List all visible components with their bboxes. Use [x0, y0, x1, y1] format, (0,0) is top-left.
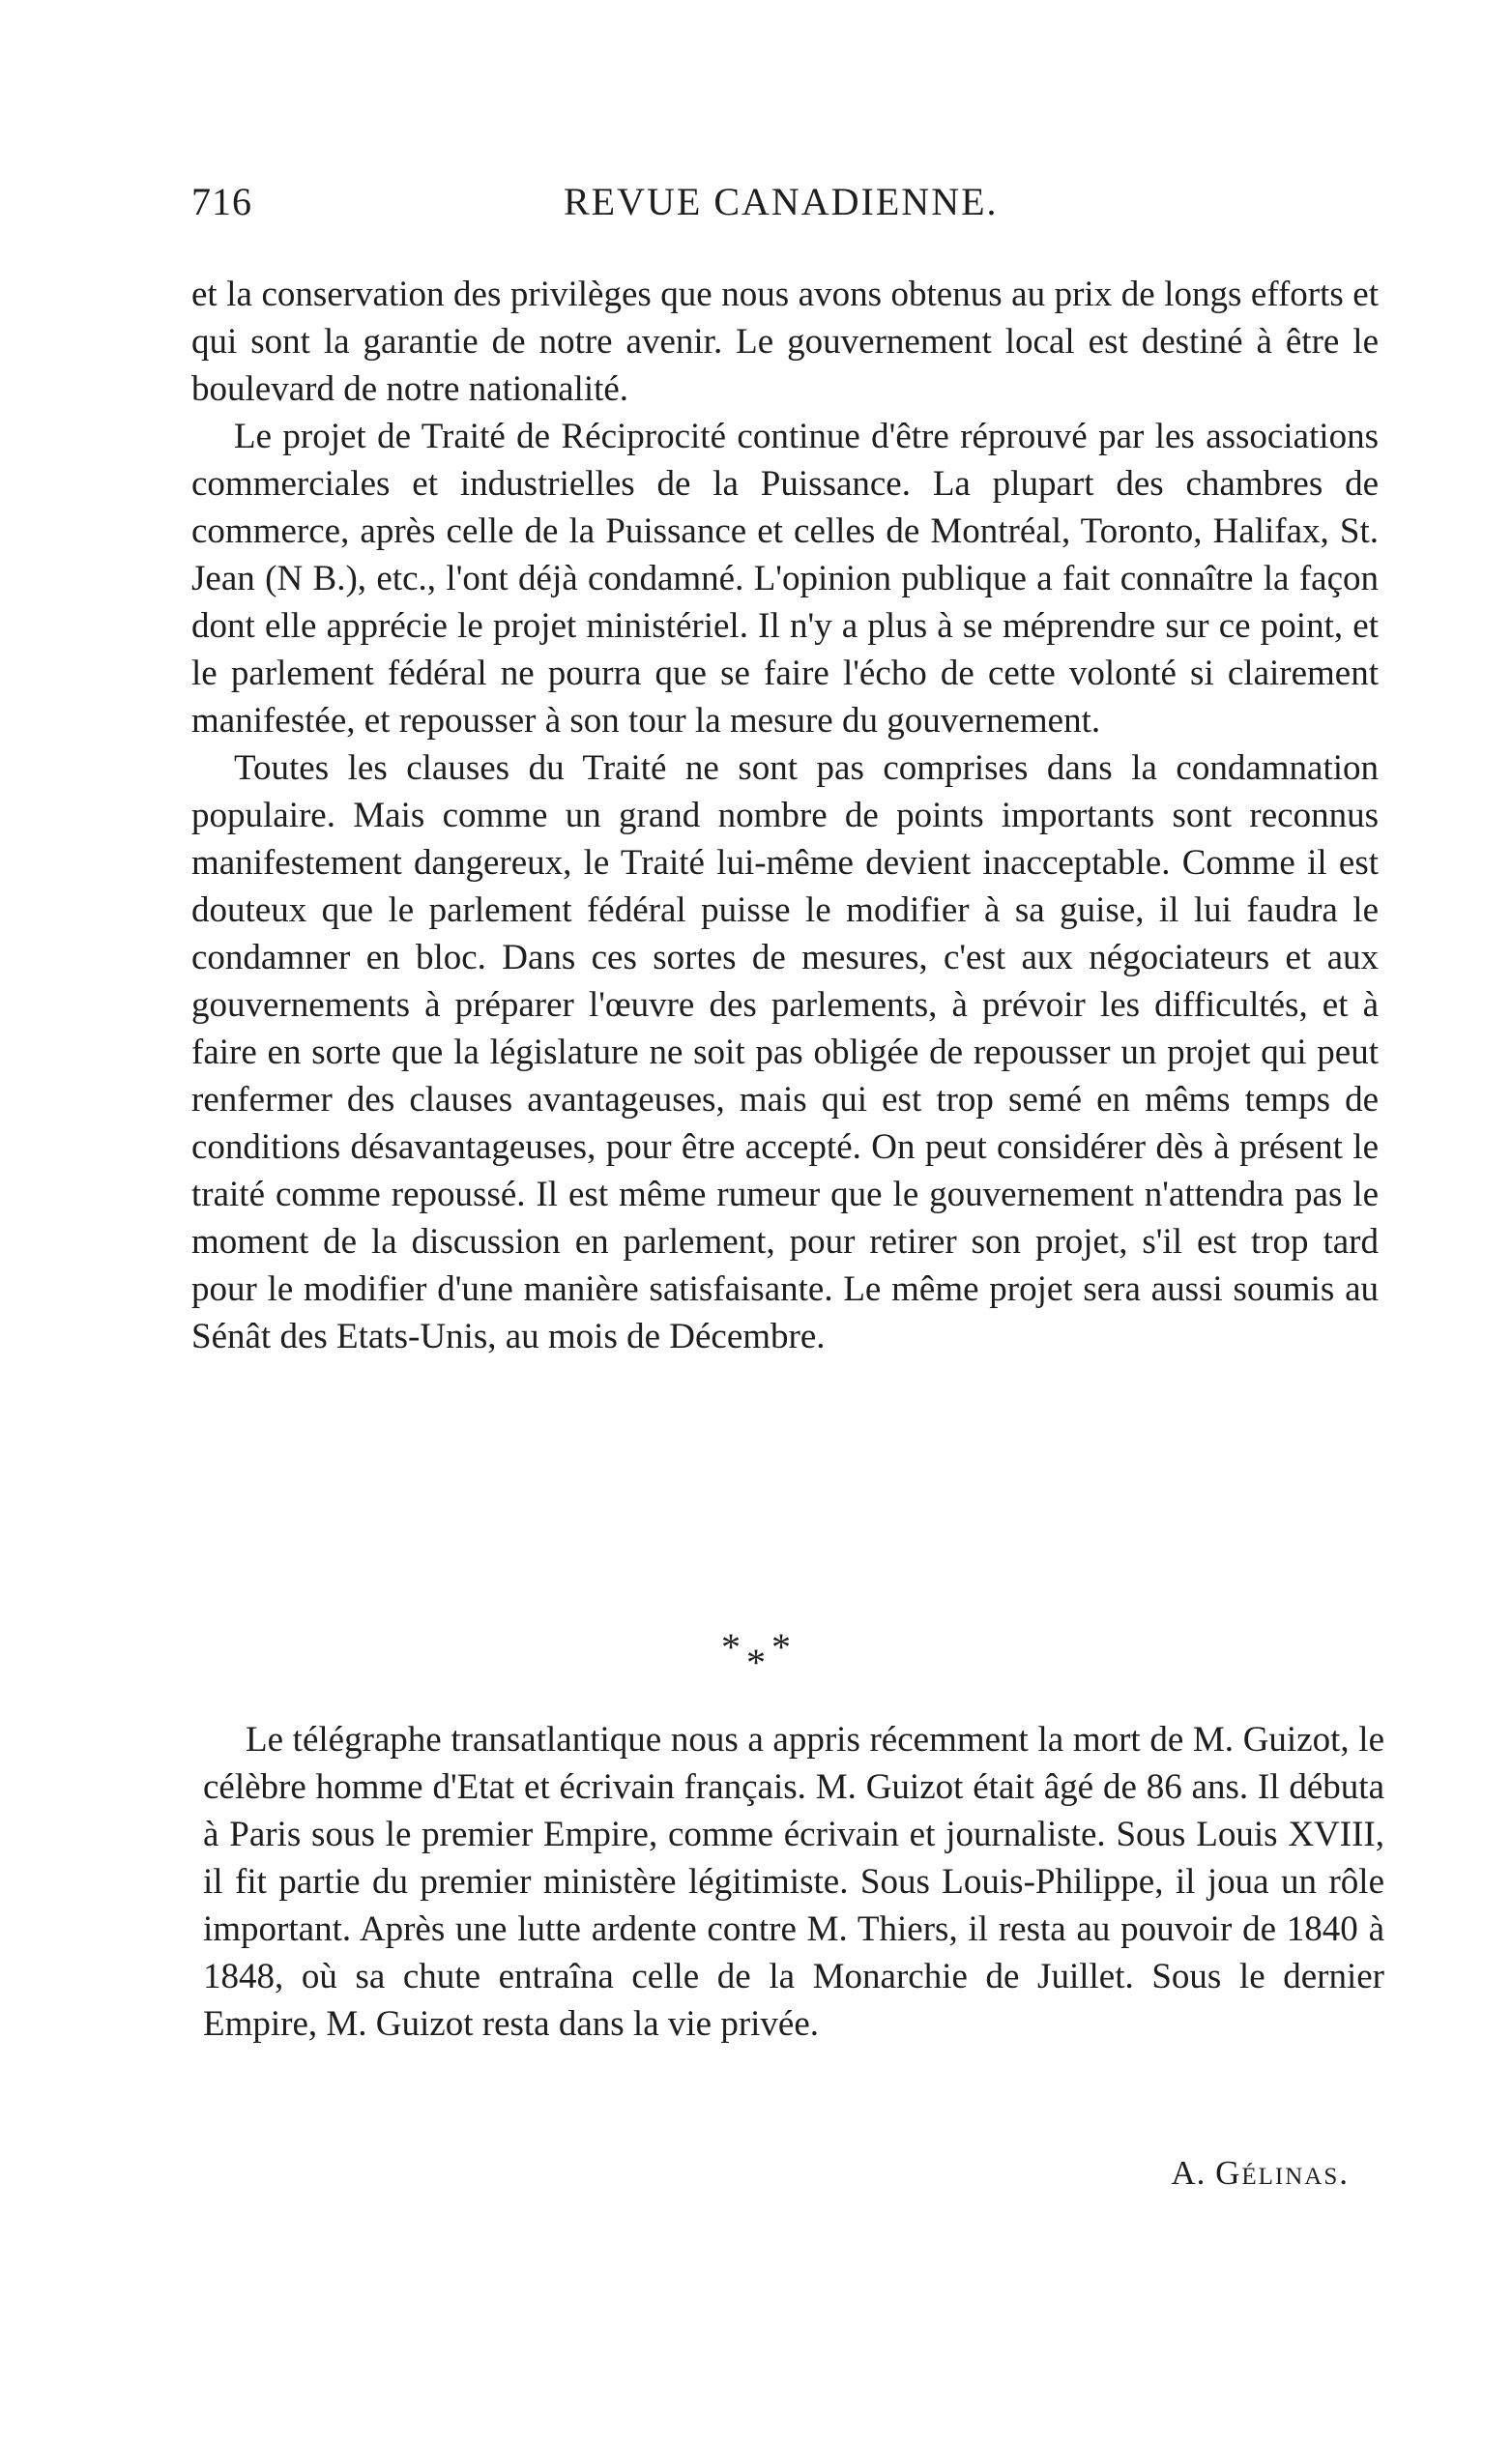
paragraph-continuation: et la conservation des privilèges que nous avons obtenus au prix de longs efforts et qui sont la garantie de notre avenir. Le gouvernement local est destiné à être le boulevard de notre nationalité.: [191, 275, 1379, 409]
page-header: [191, 179, 1381, 237]
asterisk-right: *: [771, 1625, 791, 1669]
paragraph-guizot: Le télégraphe transatlantique nous a appris récemment la mort de M. Guizot, le célèbre homme d'Etat et écrivain français. M. Guizot était âgé de 86 ans. Il débuta à Paris sous le premier Empire, comme écrivain et journaliste. Sous Louis XVIII, il fit partie du premier ministère légitimiste. Sous Louis-Philippe, il joua un rôle important. Après une lutte ardente contre M. Thiers, il resta au pouvoir de 1840 à 1848, où sa chute entraîna celle de la Monarchie de Juillet. Sous le dernier Empire, M. Guizot resta dans la vie privée.: [203, 1720, 1384, 2044]
asterisk-middle: *: [746, 1641, 766, 1684]
paragraph-treaty-clauses: Toutes les clauses du Traité ne sont pas comprises dans la condamnation populaire. Mais comme un grand nombre de points importants sont reconnus manifestement dangereux, le Traité lui-même devient inacceptable. Comme il est douteux que le parlement fédéral puisse le modifier à sa guise, il lui faudra le condamner en bloc. Dans ces sortes de mesures, c'est aux négociateurs et aux gouvernements à préparer l'œuvre des parlements, à prévoir les difficultés, et à faire en sorte que la législature ne soit pas obligée de repousser un projet qui peut renfermer des clauses avantageuses, mais qui est trop semé en mêms temps de conditions désavantageuses, pour être accepté. On peut considérer dès à présent le traité comme repoussé. Il est même rumeur que le gouvernement n'attendra pas le moment de la discussion en parlement, pour retirer son projet, s'il est trop tard pour le modifier d'une manière satisfaisante. Le même projet sera aussi soumis au Sénât des Etats-Unis, au mois de Décembre.: [191, 748, 1379, 1356]
section-separator: [0, 1624, 1512, 1684]
guizot-section: [203, 1716, 1384, 2048]
article-body: [191, 271, 1379, 1360]
running-head: REVUE CANADIENNE.: [564, 180, 999, 223]
author-signature: [1171, 2154, 1350, 2193]
page-number: 716: [191, 180, 252, 223]
paragraph-reciprocity-treaty: Le projet de Traité de Réciprocité continue d'être réprouvé par les associations commerciales et industrielles de la Puissance. La plupart des chambres de commerce, après celle de la Puissance et celles de Montréal, Toronto, Halifax, St. Jean (N B.), etc., l'ont déjà condamné. L'opinion publique a fait connaître la façon dont elle apprécie le projet ministériel. Il n'y a plus à se méprendre sur ce point, et le parlement fédéral ne pourra que se faire l'écho de cette volonté si clairement manifestée, et repousser à son tour la mesure du gouvernement.: [191, 417, 1379, 741]
signature-initial: A.: [1171, 2154, 1207, 2192]
asterisk-left: *: [721, 1625, 741, 1669]
signature-surname: Gélinas.: [1215, 2154, 1350, 2192]
